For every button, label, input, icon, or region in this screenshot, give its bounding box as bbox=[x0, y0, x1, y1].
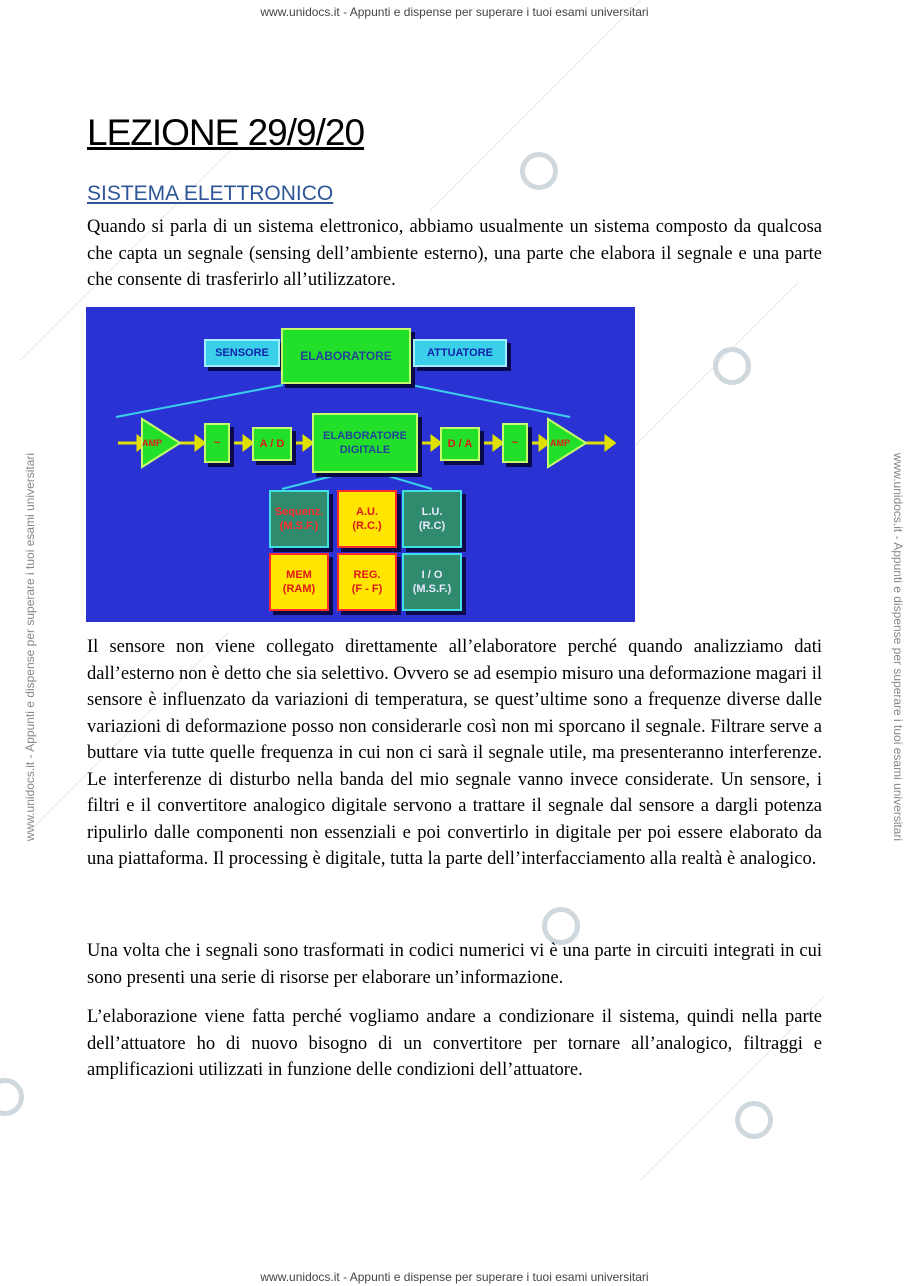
block-line2: (RAM) bbox=[282, 583, 316, 595]
block-line2: (R.C.) bbox=[352, 520, 382, 532]
paragraph: Il sensore non viene collegato direttamente all’elaboratore perché quando analizziamo dati dall’esterno non è detto che sia selettivo. Ovvero se ad esempio misuro una deformazione magari il sensore è influenzato da variazioni di temperatura, se quest’ultime sono a frequenze diverse dalle variazioni di deformazione posso non considerarle così non mi sporcano il segnale. Filtrare serve a buttare via tutte quelle frequenza in cui non ci sarà il segnale utile, ma presenteranno interferenze. Le interferenze di disturbo nella banda del mio segnale vanno invece considerate. Un sensore, i filtri e il convertitore analogico digitale servono a trattare il segnale dal sensore a dargli potenza ripulirlo dalle componenti non essenziali e poi convertirlo in digitale per poi essere elaborato da una piattaforma. Il processing è digitale, tutta la parte dell’interfacciamento alla realtà è analogico. bbox=[87, 637, 822, 869]
block-sensore: SENSORE bbox=[204, 339, 280, 367]
block-line2: (R.C) bbox=[418, 520, 446, 532]
block-da: D / A bbox=[440, 427, 480, 461]
block-line1: L.U. bbox=[421, 506, 443, 518]
block-sequenz bbox=[269, 490, 329, 548]
block-elaboratore: ELABORATORE bbox=[281, 328, 411, 384]
block-line1: I / O bbox=[421, 569, 443, 581]
block-elaboratore-digitale bbox=[312, 413, 418, 473]
block-io bbox=[402, 553, 462, 611]
digital-label-line1: ELABORATORE bbox=[323, 430, 407, 442]
block-reg bbox=[337, 553, 397, 611]
section-heading: SISTEMA ELETTRONICO bbox=[87, 182, 334, 205]
block-ad: A / D bbox=[252, 427, 292, 461]
block-filter-out bbox=[502, 423, 528, 463]
block-line1: A.U. bbox=[356, 506, 378, 518]
watermark-logo-icon bbox=[520, 152, 558, 190]
paragraph: L’elaborazione viene fatta perché vogliamo andare a condizionare il sistema, quindi nella parte dell’attuatore ho di nuovo bisogno di un convertitore per tornare all’analogico, filtraggi e amplificazioni utilizzati in funzione delle condizioni dell’attuatore. bbox=[87, 1007, 822, 1080]
watermark-footer: www.unidocs.it - Appunti e dispense per superare i tuoi esami universitari bbox=[260, 1270, 649, 1284]
paragraph: Una volta che i segnali sono trasformati in codici numerici vi è una parte in circuiti integrati in cui sono presenti una serie di risorse per elaborare un’informazione. bbox=[87, 941, 822, 988]
block-line1: REG. bbox=[353, 569, 381, 581]
watermark-logo-icon bbox=[713, 347, 751, 385]
block-filter-in bbox=[204, 423, 230, 463]
block-attuatore: ATTUATORE bbox=[413, 339, 507, 367]
block-line1: MEM bbox=[286, 569, 312, 581]
watermark-header: www.unidocs.it - Appunti e dispense per superare i tuoi esami universitari bbox=[260, 5, 649, 19]
block-lu bbox=[402, 490, 462, 548]
block-au bbox=[337, 490, 397, 548]
block-line2: (F - F) bbox=[351, 583, 383, 595]
block-mem bbox=[269, 553, 329, 611]
watermark-logo-icon bbox=[735, 1101, 773, 1139]
amp-out-label: AMP bbox=[550, 438, 570, 448]
watermark-side-right: www.unidocs.it - Appunti e dispense per superare i tuoi esami universitari bbox=[891, 452, 905, 842]
block-line2: (M.S.F.) bbox=[279, 520, 319, 532]
amp-in-label: AMP bbox=[142, 438, 162, 448]
digital-label-line2: DIGITALE bbox=[339, 444, 391, 456]
electronic-system-diagram bbox=[86, 307, 635, 622]
page-title: LEZIONE 29/9/20 bbox=[87, 112, 365, 153]
paragraph: Quando si parla di un sistema elettronico, abbiamo usualmente un sistema composto da qualcosa che capta un segnale (sensing dell’ambiente esterno), una parte che elabora il segnale e una parte che consente di trasferirlo all’utilizzatore. bbox=[87, 217, 822, 290]
block-line1: Sequenz. bbox=[274, 506, 324, 518]
block-line2: (M.S.F.) bbox=[412, 583, 452, 595]
filter-symbol: ~ bbox=[511, 437, 519, 449]
filter-symbol: ~ bbox=[213, 437, 221, 449]
watermark-logo-icon bbox=[0, 1078, 24, 1116]
watermark-side-left: www.unidocs.it - Appunti e dispense per superare i tuoi esami universitari bbox=[23, 452, 37, 842]
